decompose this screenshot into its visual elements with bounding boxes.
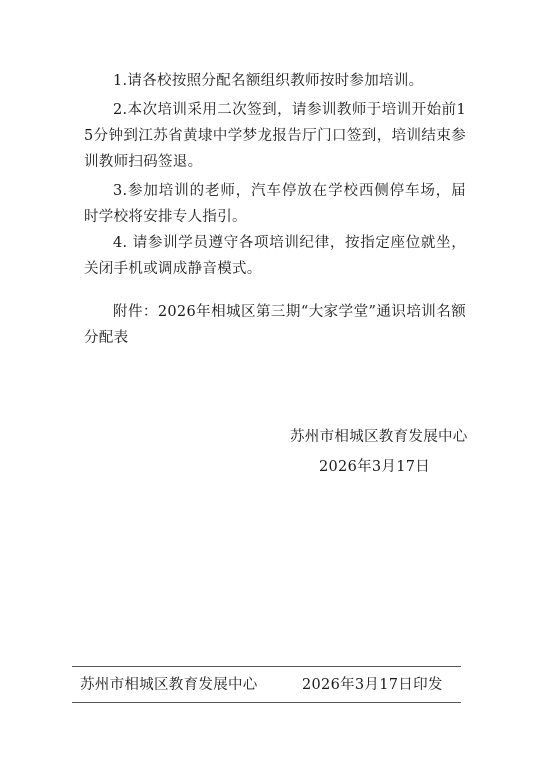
attachment-line: 附件：2026年相城区第三期“大家学堂”通识培训名额分配表 [84,304,466,346]
notice-item-1: 1.请各校按照分配名额组织教师按时参加培训。 [113,73,424,89]
footer-bottom-rule [72,702,461,703]
footer-organization: 苏州市相城区教育发展中心 [80,677,258,693]
signature-organization: 苏州市相城区教育发展中心 [290,429,468,445]
footer-print-date: 2026年3月17日印发 [302,677,443,693]
notice-item-3: 3.参加培训的老师，汽车停放在学校西侧停车场，届时学校将安排专人指引。 [84,183,466,225]
notice-item-4: 4. 请参训学员遵守各项培训纪律，按指定座位就坐，关闭手机或调成静音模式。 [84,235,466,277]
signature-date: 2026年3月17日 [319,459,431,475]
notice-item-2: 2.本次培训采用二次签到，请参训教师于培训开始前15分钟到江苏省黄埭中学梦龙报告厅门口签到，培训结束参训教师扫码签退。 [84,102,466,170]
footer-top-rule [72,666,461,667]
